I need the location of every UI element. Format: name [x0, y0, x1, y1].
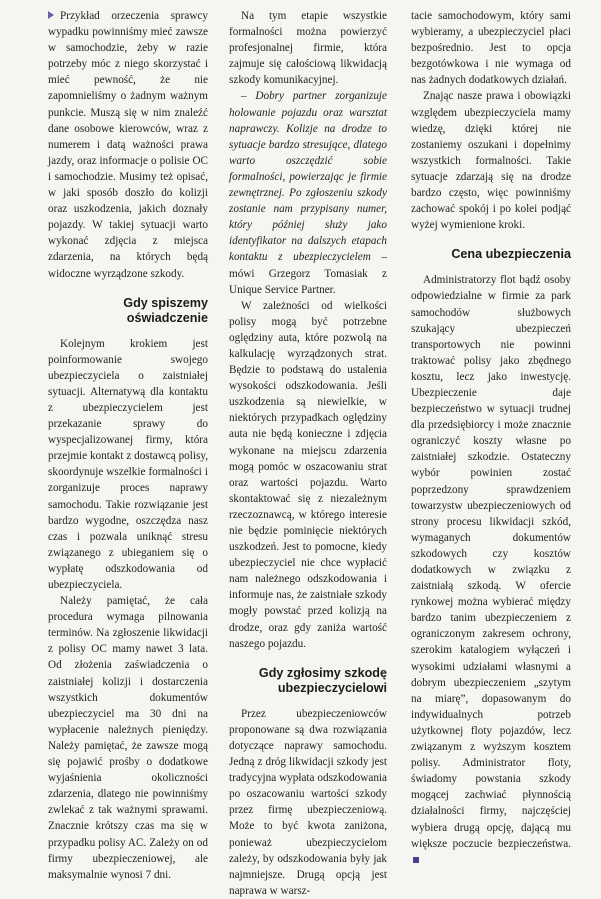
- paragraph: Należy pamiętać, że cała procedura wymaga pilnowania terminów. Na zgłoszenie likwidacji z polisy OC mamy nawet 3 lata. Od złożenia zaświadczenia o zaistniałej kolizji i dostarczenia wszystkich dokumentów ubezpieczyciel ma 30 dni na wypłacenie należnych pieniędzy. Należy pamiętać, że zawsze mogą się pojawić prośby o dodatkowe wyjaśnienia okoliczności zdarzenia, dlatego nie powinniśmy zwlekać z tak ważnymi sprawami. Znacznie krótszy czas ma się w przypadku polisy AC. Zależy on od firmy ubezpieczeniowej, ale maksymalnie wynosi 7 dni.: [48, 595, 208, 881]
- section-heading: Cena ubezpieczenia: [451, 247, 571, 262]
- paragraph: W zależności od wielkości polisy mogą być potrzebne oględziny auta, które pozwolą na kalkulację wyrządzonych strat. Będzie to podstawą do ustalenia wysokości odszkodowania. Jeśli uszkodzenia są niewielkie, w niektórych przypadkach oględziny auta nie będą konieczne i zdjęcia wykonane na miejscu zdarzenia mogą pomóc w oszacowaniu strat oraz wartości pojazdu. Warto skontaktować się z niezależnym rzeczoznawcą, w którego interesie nie będzie pominięcie niektórych uszkodzeń. Jest to pomocne, kiedy ubezpieczyciel nie chce wypłacić nam należnego odszkodowania i informuje nas, że zaistniałe szkody mogły powstać przed kolizją na drodze, oraz gdy zaniża wartość naszego pojazdu.: [229, 299, 387, 650]
- triangle-bullet-icon: [48, 11, 54, 19]
- end-of-article-icon: [413, 857, 419, 863]
- column-3: [411, 8, 571, 868]
- quote-paragraph: [229, 88, 387, 297]
- paragraph: Na tym etapie wszystkie formalności można powierzyć profesjonalnej firmie, która zajmuje się całościową likwidacją szkody komunikacyjnej.: [229, 10, 387, 87]
- paragraph: Kolejnym krokiem jest poinformowanie swojego ubezpieczyciela o zaistniałej sytuacji. Alternatywą dla kontaktu z ubezpieczycielem jest przekazanie sprawy do wyspecjalizowanej firmy, która przejmie kontakt z dostawcą polisy, skoordynuje wszelkie formalności i zorganizuje proces naprawy samochodu. Takie rozwiązanie jest bardzo wygodne, oszczędza nasz czas i pozwala uniknąć stresu związanego z ubieganiem się o wypłatę odszkodowania od ubezpieczyciela.: [48, 337, 208, 591]
- paragraph-text: Administratorzy flot bądź osoby odpowiedzialne w firmie za park samochodów służbowych szukający ubezpieczeń transportowych nie powinni traktować polisy jako zbędnego kosztu, lecz jako inwestycję. Ubezpieczenie daje bezpieczeństwo w sytuacji trudnej dla przedsiębiorcy i może znacznie ograniczyć koszty własne po zaistniałej szkodzie. Ostateczny wybór powinien zostać poprzedzony sprawdzeniem towarzystw ubezpieczeniowych od strony procesu likwidacji szkód, wymaganych dokumentów szkodowych czy kosztów dodatkowych w związku z zaistniałą szkodą. W ofercie rynkowej można wybierać między bardzo tanim ubezpieczeniem z ograniczonym zakresem ochrony, szerokim katalogiem wyłączeń i wysokimi udziałami własnymi a dobrym ubezpieczeniem „szytym na miarę”, dopasowanym do indywidualnych potrzeb użytkownej floty pojazdów, lecz związanym z wyższym kosztem polisy. Administrator floty, świadomy powstania szkody mogącej zachwiać płynnością działalności firmy, najczęściej wybiera drugą opcję, dającą mu większe poczucie bezpieczeństwa.: [411, 274, 571, 850]
- paragraph: Przez ubezpieczeniowców proponowane są dwa rozwiązania dotyczące naprawy samochodu. Jedną z dróg likwidacji szkody jest tradycyjna wypłata odszkodowania po oszacowaniu wartości szkody przez firmę ubezpieczeniową. Może to być kwota zaniżona, ponieważ ubezpieczycielom zależy, by odszkodowania były jak najmniejsze. Drugą opcją jest naprawa w warsz-: [229, 707, 387, 897]
- paragraph: tacie samochodowym, który sami wybieramy, a ubezpieczyciel płaci bezpośrednio. Jest to opcja bezgotówkowa i nie wymaga od nas żadnych dodatkowych działań.: [411, 10, 571, 87]
- section-heading: Gdy spiszemy oświadczenie: [123, 295, 208, 325]
- quote-text: – Dobry partner zorganizuje holowanie pojazdu oraz warsztat naprawczy. Kolizje na drodze to sytuacje bardzo stresujące, dlatego warto oszczędzić sobie formalności, powierzając je firmie zewnętrznej. Po zgłoszeniu szkody zostanie nam przypisany numer, który później służy jako identyfikator na dalszych etapach kontaktu z ubezpieczycielem: [229, 90, 387, 264]
- section-heading: Gdy zgłosimy szkodę ubezpieczycielowi: [258, 665, 387, 695]
- paragraph: [411, 272, 571, 867]
- paragraph: [48, 8, 208, 282]
- paragraph: Znając nasze prawa i obowiązki względem ubezpieczyciela mamy wiedzę, dzięki której nie zostaniemy oszukani i dopełnimy wszystkich formalności. Takie sytuacje zdarzają się na drodze bardzo często, więc powinniśmy zachować spokój i po kolei podjąć wyżej wymienione kroki.: [411, 90, 571, 232]
- quote-attribution: – mówi Grzegorz Tomasiak z Unique Service Partner.: [229, 251, 387, 296]
- column-1: [48, 8, 208, 883]
- column-2: [229, 8, 387, 899]
- paragraph-text: Przykład orzeczenia sprawcy wypadku powinniśmy mieć zawsze w samochodzie, żeby w razie potrzeby móc z niego skorzystać i mieć pewność, że nie zapomnieliśmy o żadnym ważnym punkcie. Muszą się w nim znaleźć dane osobowe kierowców, wraz z numerem i datą ważności prawa jazdy, oraz informacje o polisie OC i samochodzie. Musimy też opisać, w jaki sposób doszło do kolizji oraz uszkodzenia, jakich doznały pojazdy. W takiej sytuacji warto wykonać zdjęcia z miejsca zdarzenia, na których będą widoczne wyrządzone szkody.: [48, 10, 208, 280]
